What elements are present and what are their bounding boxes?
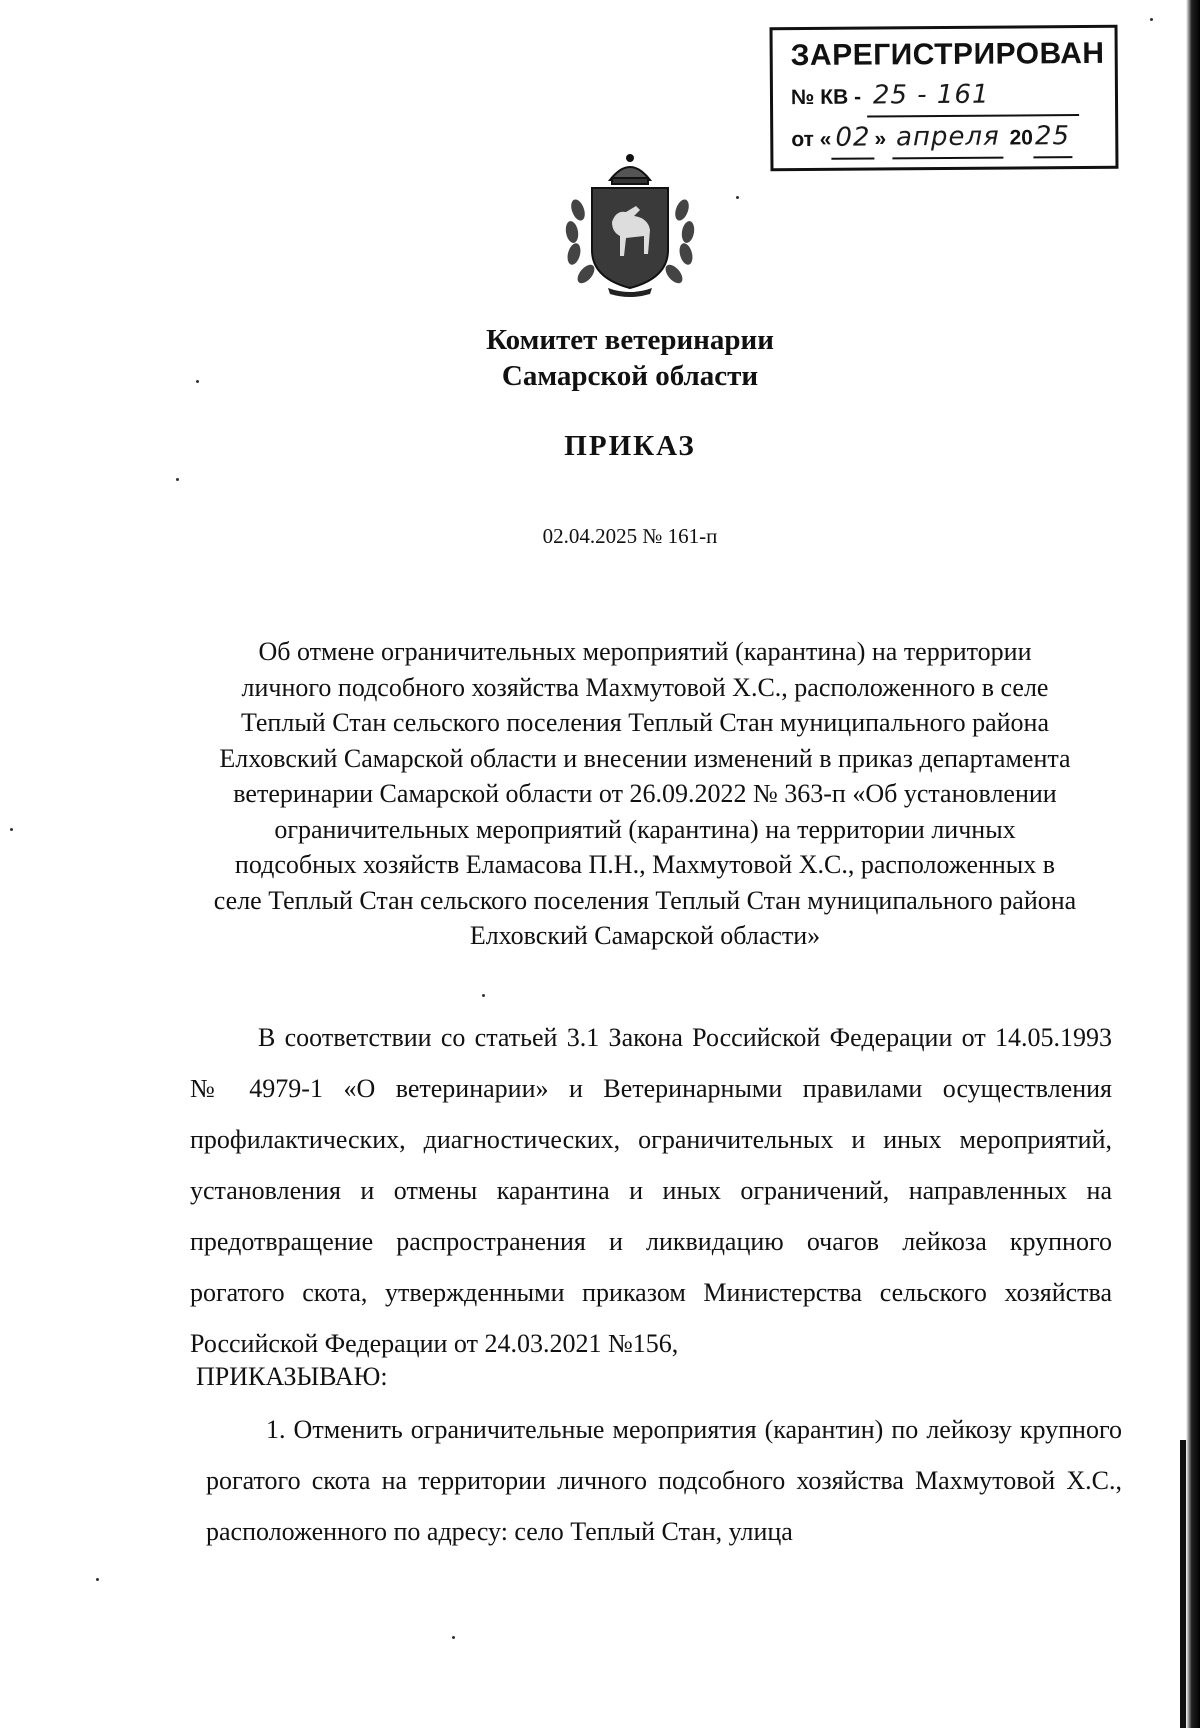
subject-line: подсобных хозяйств Еламасова П.Н., Махмутовой Х.С., расположенных в xyxy=(234,850,1056,879)
scan-speck xyxy=(482,994,485,997)
stamp-date-day: 02 xyxy=(831,117,874,159)
org-line-2: Самарской области xyxy=(501,360,759,392)
scan-border-bottom xyxy=(1180,1440,1186,1728)
subject-line: ограничительных мероприятий (карантина) на территории личных xyxy=(274,814,1016,844)
subject-line: Елховский Самарской области и внесении изменений в приказ департамента xyxy=(219,743,1071,773)
stamp-date-month: апреля xyxy=(892,117,1004,160)
stamp-number-value: 25 - 161 xyxy=(867,74,1079,117)
organization-name xyxy=(0,322,1200,394)
scan-speck xyxy=(176,478,179,481)
stamp-date-prefix: от « xyxy=(791,127,832,152)
subject-line: личного подсобного хозяйства Махмутовой Х.С., расположенного в селе xyxy=(241,672,1049,702)
order-word: ПРИКАЗЫВАЮ: xyxy=(196,1362,388,1391)
scan-speck xyxy=(196,380,199,383)
subject-line: селе Теплый Стан сельского поселения Теплый Стан муниципального района xyxy=(213,885,1077,915)
samara-coat-of-arms-icon xyxy=(556,150,704,298)
subject-line: Теплый Стан сельского поселения Теплый Стан муниципального района xyxy=(241,708,1049,737)
subject-line: ветеринарии Самарской области от 26.09.2022 № 363-п «Об установлении xyxy=(233,779,1057,808)
stamp-date-year-suffix: 25 xyxy=(1033,116,1072,158)
scan-speck xyxy=(736,196,739,199)
body-paragraph-2: 1. Отменить ограничительные мероприятия (карантин) по лейкозу крупного рогатого скота на территории личного подсобного хозяйства Махмутовой Х.С., расположенного по адресу: село Теплый Стан, улица xyxy=(206,1415,1122,1546)
scan-speck xyxy=(96,1578,99,1581)
scan-speck xyxy=(10,828,13,831)
stamp-date-row xyxy=(791,116,1101,160)
stamp-date-year-prefix: 20 xyxy=(1009,126,1034,150)
stamp-date-mid: » xyxy=(874,127,887,151)
document-type: ПРИКАЗ xyxy=(564,430,696,462)
org-line-1: Комитет ветеринарии xyxy=(486,324,774,356)
document-date-number: 02.04.2025 № 161-п xyxy=(542,524,718,548)
scan-speck xyxy=(1150,18,1153,21)
document-subject xyxy=(180,634,1110,954)
stamp-number-row xyxy=(791,74,1101,118)
subject-line: Об отмене ограничительных мероприятий (карантина) на территории xyxy=(258,637,1032,666)
stamp-title: ЗАРЕГИСТРИРОВАН xyxy=(790,36,1105,73)
subject-line: Елховский Самарской области» xyxy=(469,921,821,950)
body-paragraph-1: В соответствии со статьей 3.1 Закона Российской Федерации от 14.05.1993 № 4979-1 «О ветеринарии» и Ветеринарными правилами осуществления профилактических, диагностических, ограничительных и иных мероприятий, установления и отмены карантина и иных ограничений, направленных на предотвращение распространения и ликвидацию очагов лейкоза крупного рогатого скота, утвержденными приказом Министерства сельского хозяйства Российской Федерации от 24.03.2021 №156, xyxy=(190,1023,1112,1358)
stamp-number-label: № КВ - xyxy=(790,85,862,110)
registration-stamp xyxy=(770,25,1119,171)
scan-border xyxy=(1186,0,1200,1728)
scan-speck xyxy=(452,1636,455,1639)
